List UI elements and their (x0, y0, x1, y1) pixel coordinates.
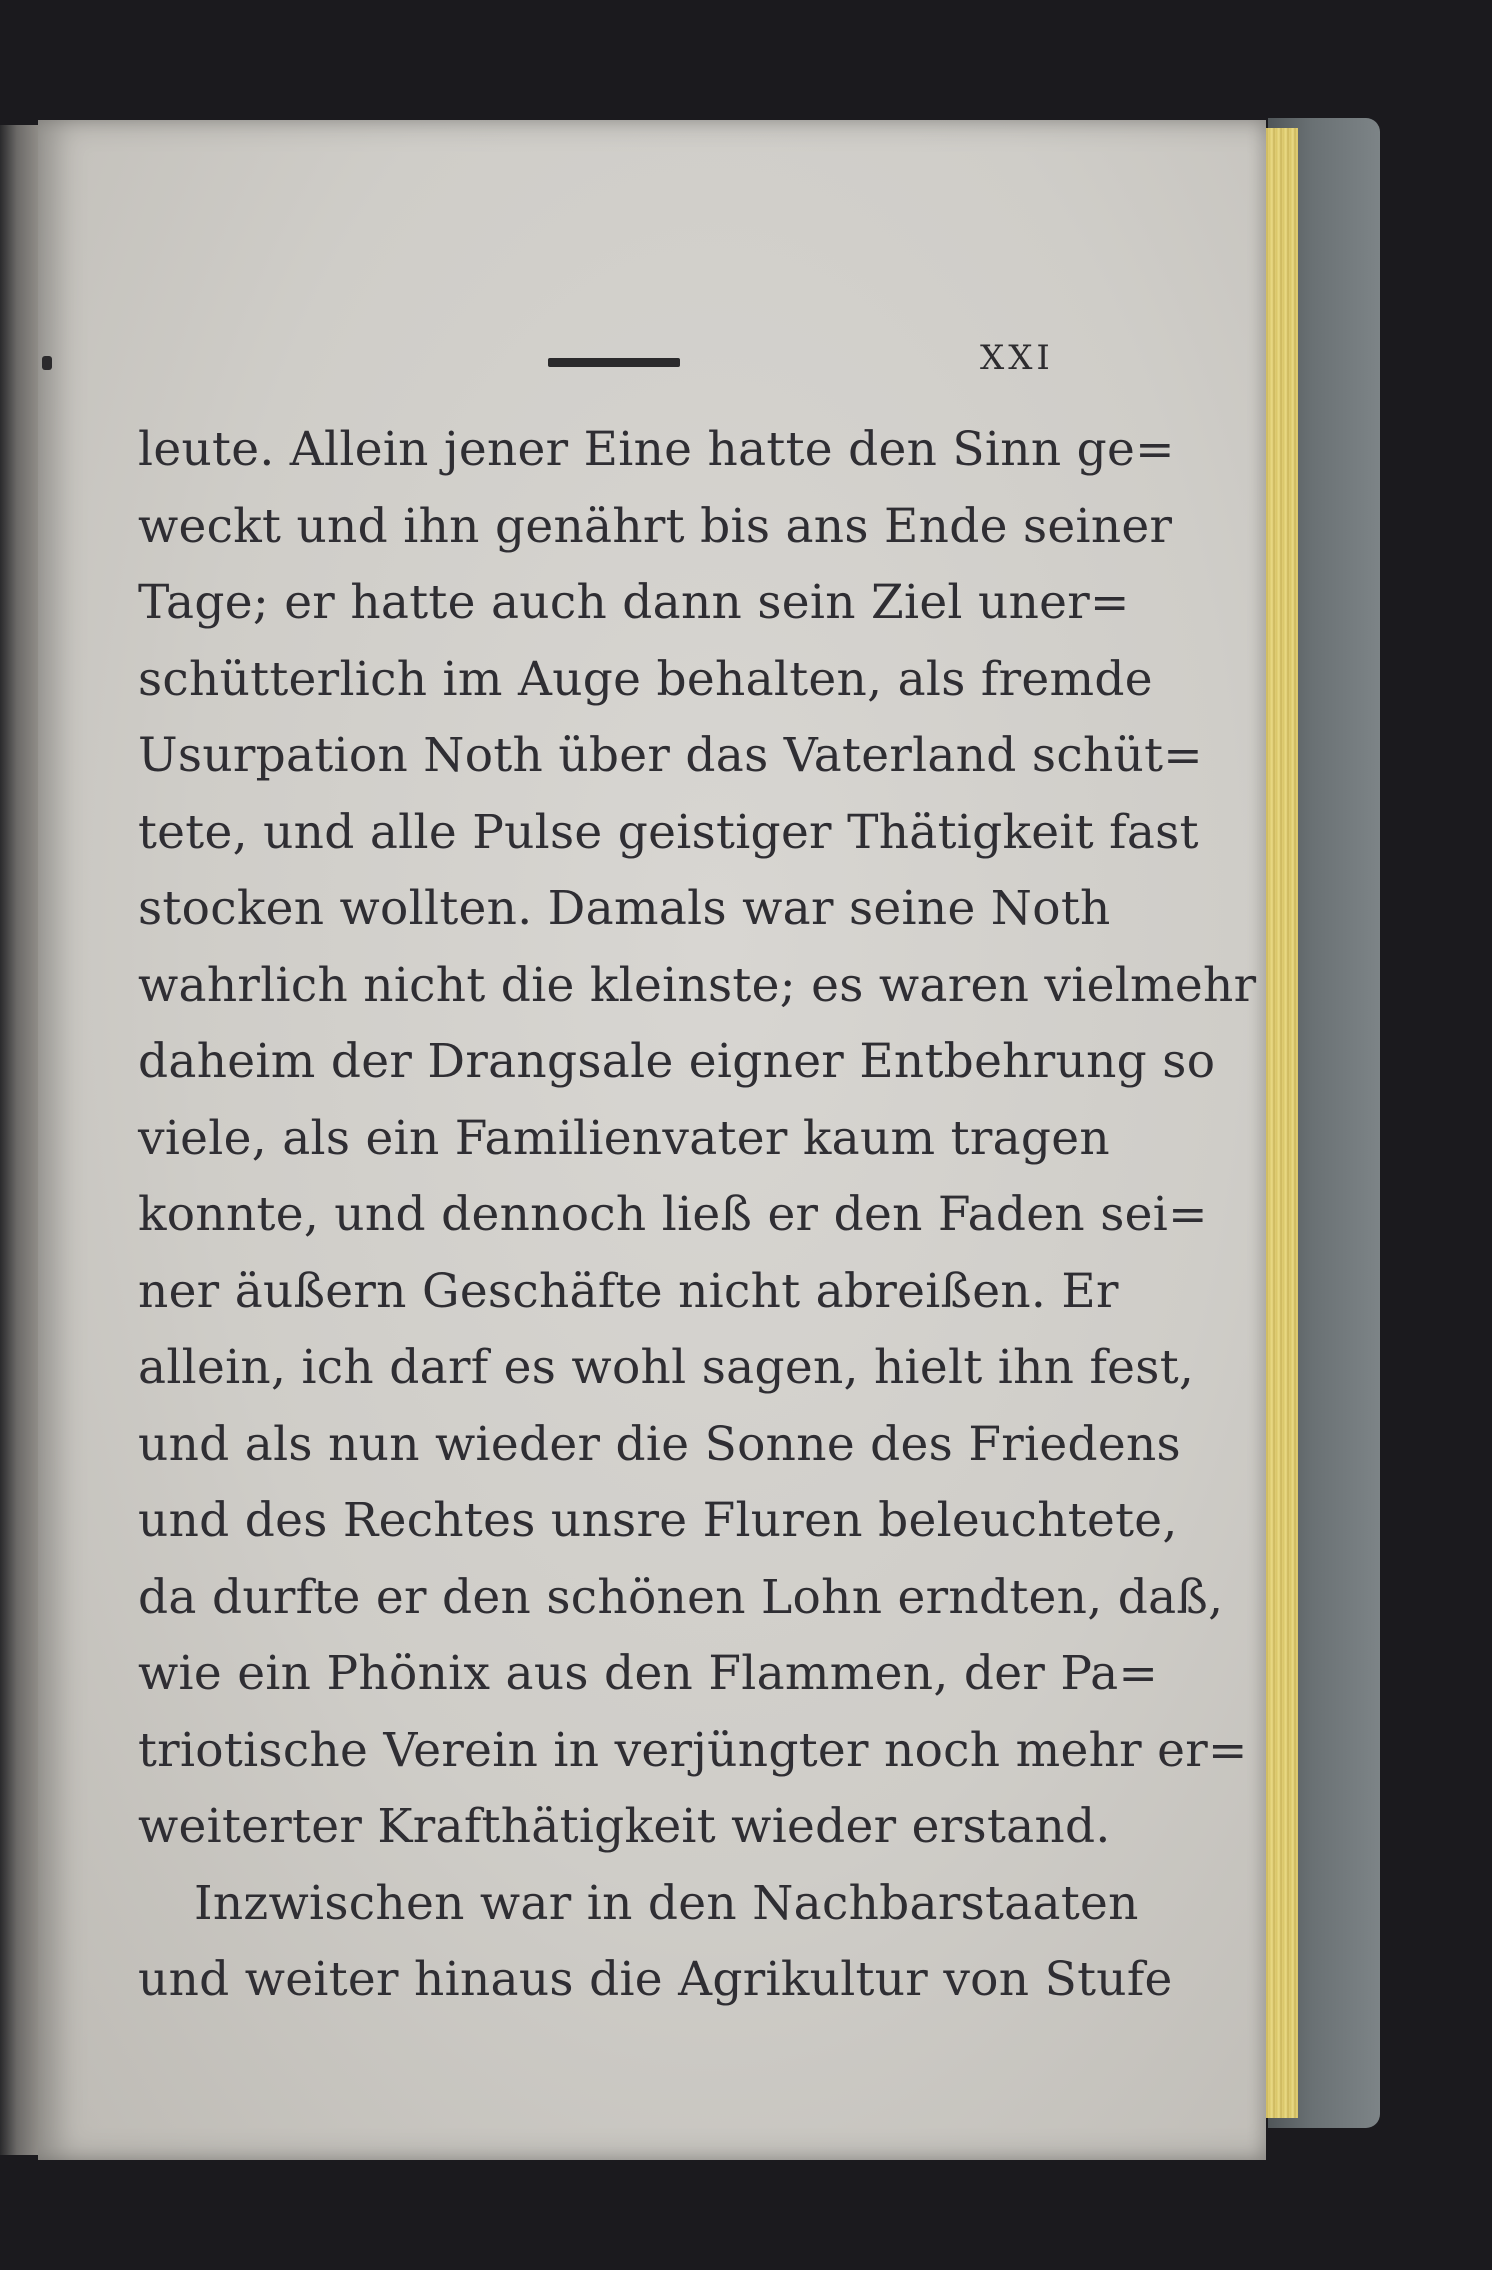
text-line-paragraph-start: Inzwischen war in den Nachbarstaaten (194, 1875, 1139, 1931)
text-line: wie ein Phönix aus den Flammen, der Pa= (138, 1646, 1159, 1701)
text-line: daheim der Drangsale eigner Entbehrung so (138, 1034, 1216, 1089)
text-line: leute. Allein jener Eine hatte den Sinn ge= (138, 422, 1175, 477)
text-line: triotische Verein in verjüngter noch mehr er= (138, 1722, 1248, 1778)
text-line: allein, ich darf es wohl sagen, hielt ihn fest, (138, 1340, 1195, 1395)
gilt-page-edges (1262, 128, 1298, 2118)
text-line: viele, als ein Familienvater kaum tragen (138, 1110, 1110, 1166)
text-line: weiterter Krafthätigkeit wieder erstand. (138, 1799, 1111, 1854)
header-rule (548, 358, 680, 367)
text-line: ner äußern Geschäfte nicht abreißen. Er (138, 1263, 1119, 1319)
body-text (138, 412, 1257, 2019)
text-line: und des Rechtes unsre Fluren beleuchtete, (138, 1493, 1178, 1548)
previous-page-edge (0, 125, 38, 2155)
text-line: stocken wollten. Damals war seine Noth (138, 881, 1111, 936)
text-line: und weiter hinaus die Agrikultur von Stufe (138, 1952, 1173, 2007)
text-line: da durfte er den schönen Lohn erndten, daß, (138, 1569, 1224, 1625)
page-number: XXI (980, 338, 1054, 378)
text-line: konnte, und dennoch ließ er den Faden sei= (138, 1187, 1208, 1242)
text-line: Usurpation Noth über das Vaterland schüt= (138, 728, 1203, 783)
text-line: tete, und alle Pulse geistiger Thätigkeit fast (138, 804, 1199, 860)
running-header (38, 340, 1266, 390)
text-line: schütterlich im Auge behalten, als fremde (138, 651, 1153, 707)
text-line: weckt und ihn genährt bis ans Ende seiner (138, 498, 1173, 554)
text-line: wahrlich nicht die kleinste; es waren vielmehr (138, 957, 1257, 1013)
text-line: Tage; er hatte auch dann sein Ziel uner= (138, 575, 1130, 630)
text-line: und als nun wieder die Sonne des Friedens (138, 1416, 1181, 1472)
book-page (38, 120, 1266, 2160)
